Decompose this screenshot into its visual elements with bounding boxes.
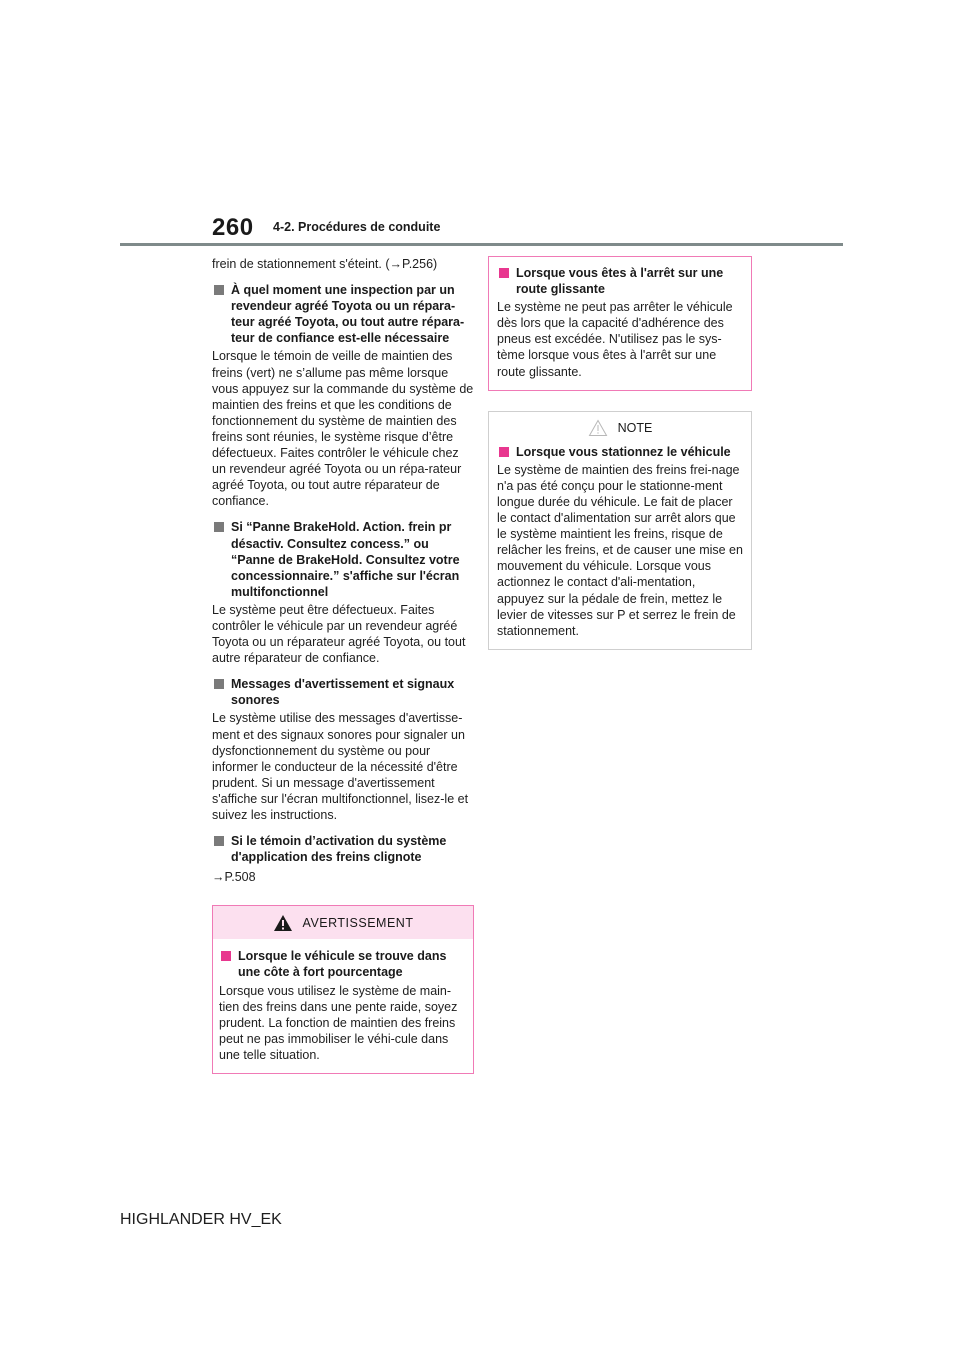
item-heading-text: Si “Panne BrakeHold. Action. frein pr désactiv. Consultez concess.” ou “Panne de BrakeHold. Consultez votre concessionnaire.” s'affiche sur l'écran multifonctionnel bbox=[231, 520, 460, 599]
intro-text: frein de stationnement s'éteint. (→P.256) bbox=[212, 257, 438, 271]
note-triangle-icon bbox=[588, 419, 608, 437]
item-body: Lorsque le témoin de veille de maintien des freins (vert) ne s’allume pas même lorsque vous appuyez sur la commande du système de maintien des freins et que les conditions de fonctionnement du système de maintien des freins sont réunies, le système risque d’être défectueux. Faites contrôler le véhicule chez un revendeur agréé Toyota ou un répa-rateur agréé Toyota, ou tout autre réparateur de confiance. bbox=[212, 349, 474, 509]
note-box bbox=[488, 411, 752, 650]
warning-box-title bbox=[213, 906, 473, 939]
footer-model: HIGHLANDER HV_EK bbox=[120, 1211, 282, 1228]
item-heading bbox=[212, 519, 474, 599]
item-heading-text: Lorsque vous êtes à l'arrêt sur une route glissante bbox=[516, 266, 724, 297]
square-bullet-icon bbox=[499, 447, 509, 457]
item-heading bbox=[497, 444, 743, 460]
page-number: 260 bbox=[212, 214, 254, 241]
item-body: Le système ne peut pas arrêter le véhicule dès lors que la capacité d'adhérence des pneus est excédée. N'utilisez pas le sys-tème lorsque vous êtes à l'arrêt sur une route glissante. bbox=[497, 300, 733, 379]
note-box-title bbox=[489, 412, 751, 444]
item-heading bbox=[212, 282, 474, 346]
list-item bbox=[212, 833, 474, 885]
warning-box bbox=[212, 905, 474, 1074]
item-heading-text: Messages d'avertissement et signaux sonores bbox=[231, 677, 455, 708]
item-body: Le système peut être défectueux. Faites contrôler le véhicule par un revendeur agréé Toyota ou un réparateur agréé Toyota, ou tout autre réparateur de confiance. bbox=[212, 602, 466, 666]
square-bullet-icon bbox=[214, 679, 224, 689]
item-heading bbox=[212, 676, 474, 708]
list-item bbox=[212, 519, 474, 666]
item-heading bbox=[212, 833, 474, 865]
section-title: 4-2. Procédures de conduite bbox=[273, 220, 441, 234]
list-item bbox=[212, 282, 474, 509]
item-heading-text: À quel moment une inspection par un revendeur agréé Toyota ou un répara-teur agréé Toyota, ou tout autre répara-teur de confiance est-elle nécessaire bbox=[231, 283, 465, 346]
item-heading-text: Lorsque vous stationnez le véhicule bbox=[516, 444, 731, 459]
item-heading bbox=[219, 948, 467, 980]
left-column bbox=[212, 256, 474, 1074]
square-bullet-icon bbox=[214, 285, 224, 295]
square-bullet-icon bbox=[221, 951, 231, 961]
item-heading bbox=[497, 265, 743, 297]
warning-box-body bbox=[213, 939, 473, 1073]
item-heading-text: Si le témoin d’activation du système d'application des freins clignote bbox=[231, 834, 447, 865]
right-column bbox=[488, 256, 752, 650]
header-divider bbox=[120, 243, 843, 246]
page-reference-link[interactable]: →P.508 bbox=[212, 870, 256, 885]
slippery-road-box bbox=[488, 256, 752, 391]
square-bullet-icon bbox=[499, 268, 509, 278]
square-bullet-icon bbox=[214, 836, 224, 846]
warning-title-text: AVERTISSEMENT bbox=[302, 915, 414, 930]
warning-triangle-icon bbox=[273, 914, 293, 932]
list-item bbox=[212, 676, 474, 823]
item-body: Lorsque vous utilisez le système de main-tien des freins dans une pente raide, soyez prudent. La fonction de maintien des freins peut ne pas immobiliser le véhi-cule dans une telle situation. bbox=[219, 983, 458, 1062]
item-body: Le système utilise des messages d'avertisse-ment et des signaux sonores pour signaler un dysfonctionnement du système ou pour informer le conducteur de la nécessité d'être prudent. Si un message d'avertissement s'affiche sur l'écran multifonctionnel, lisez-le et suivez les instructions. bbox=[212, 711, 469, 822]
square-bullet-icon bbox=[214, 522, 224, 532]
item-heading-text: Lorsque le véhicule se trouve dans une côte à fort pourcentage bbox=[238, 949, 447, 980]
note-box-body bbox=[489, 444, 751, 649]
item-body: Le système de maintien des freins frei-nage n'a pas été conçu pour le stationne-ment longue durée du véhicule. Le fait de placer le contact d'alimentation sur arrêt alors que le système maintient les freins, risque de relâcher les freins, et de causer une mise en mouvement du véhicule. Lorsque vous actionnez le contact d'ali-mentation, appuyez sur la pédale de frein, mettez le levier de vitesses sur P et serrez le frein de stationnement. bbox=[497, 462, 743, 638]
note-title-text: NOTE bbox=[617, 420, 653, 435]
